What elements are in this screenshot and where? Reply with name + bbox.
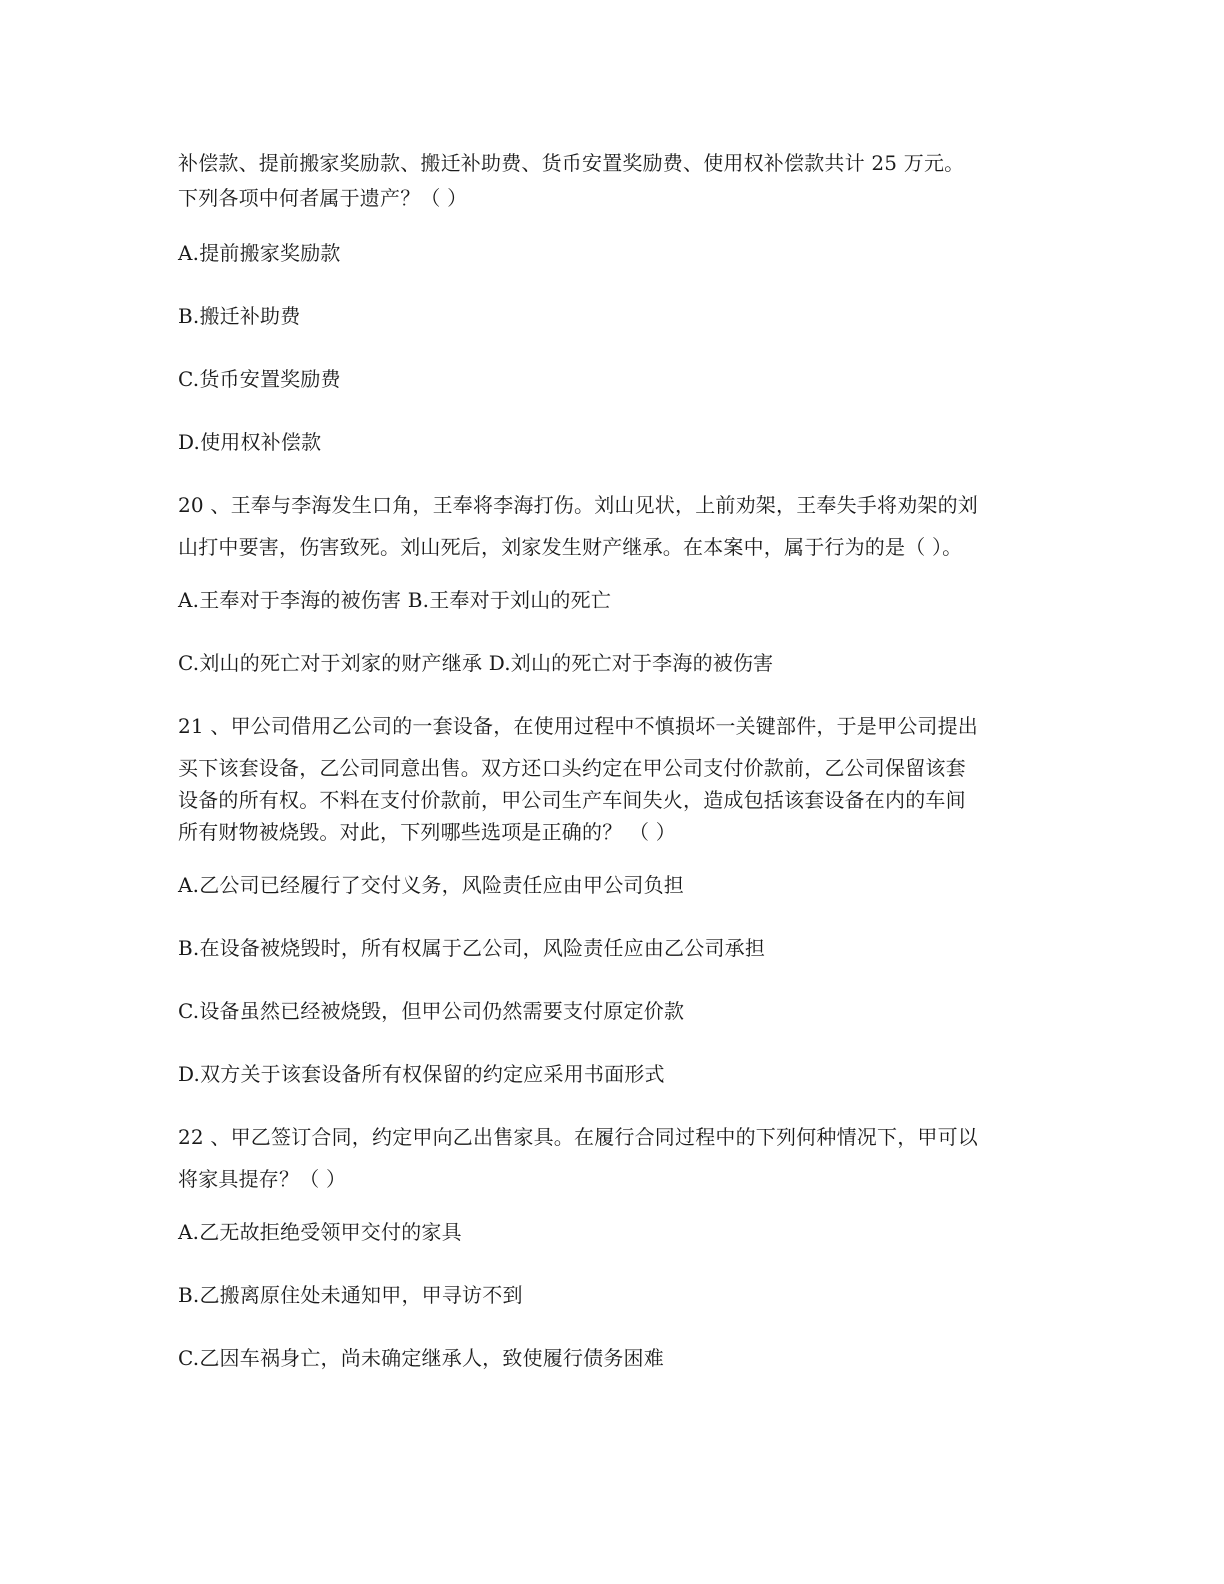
- option-line: D.使用权补偿款: [178, 430, 322, 454]
- option-line: A.乙公司已经履行了交付义务，风险责任应由甲公司负担: [178, 873, 685, 897]
- question-20-stem: 20 、王奉与李海发生口角，王奉将李海打伤。刘山见状，上前劝架，王奉失手将劝架的刘: [178, 493, 979, 517]
- question-21-stem: 21 、甲公司借用乙公司的一套设备，在使用过程中不慎损坏一关键部件，于是甲公司提出: [178, 714, 979, 738]
- option-line: B.搬迁补助费: [178, 304, 301, 328]
- option-line: B.在设备被烧毁时，所有权属于乙公司，风险责任应由乙公司承担: [178, 936, 766, 960]
- option-line: A.乙无故拒绝受领甲交付的家具: [178, 1220, 462, 1244]
- question-22-stem: 22 、甲乙签订合同，约定甲向乙出售家具。在履行合同过程中的下列何种情况下，甲可以: [178, 1125, 979, 1149]
- option-line: D.双方关于该套设备所有权保留的约定应采用书面形式: [178, 1062, 665, 1086]
- text-line: 补偿款、提前搬家奖励款、搬迁补助费、货币安置奖励费、使用权补偿款共计 25 万元。: [178, 151, 965, 175]
- question-22-stem: 将家具提存？（ ）: [178, 1167, 347, 1191]
- question-21-stem: 所有财物被烧毁。对此，下列哪些选项是正确的？ （ ）: [178, 820, 676, 844]
- option-line: A.提前搬家奖励款: [178, 241, 341, 265]
- question-20-stem: 山打中要害，伤害致死。刘山死后，刘家发生财产继承。在本案中，属于行为的是（ ）。: [178, 535, 963, 559]
- option-line: C.刘山的死亡对于刘家的财产继承 D.刘山的死亡对于李海的被伤害: [178, 651, 774, 675]
- option-line: A.王奉对于李海的被伤害 B.王奉对于刘山的死亡: [178, 588, 612, 612]
- question-21-stem: 设备的所有权。不料在支付价款前，甲公司生产车间失火，造成包括该套设备在内的车间: [178, 788, 966, 812]
- question-21-stem: 买下该套设备，乙公司同意出售。双方还口头约定在甲公司支付价款前，乙公司保留该套: [178, 756, 966, 780]
- option-line: B.乙搬离原住处未通知甲，甲寻访不到: [178, 1283, 523, 1307]
- option-line: C.设备虽然已经被烧毁，但甲公司仍然需要支付原定价款: [178, 999, 685, 1023]
- option-line: C.乙因车祸身亡，尚未确定继承人，致使履行债务困难: [178, 1346, 664, 1370]
- option-line: C.货币安置奖励费: [178, 367, 341, 391]
- question-19-stem: 下列各项中何者属于遗产？（ ）: [178, 186, 468, 210]
